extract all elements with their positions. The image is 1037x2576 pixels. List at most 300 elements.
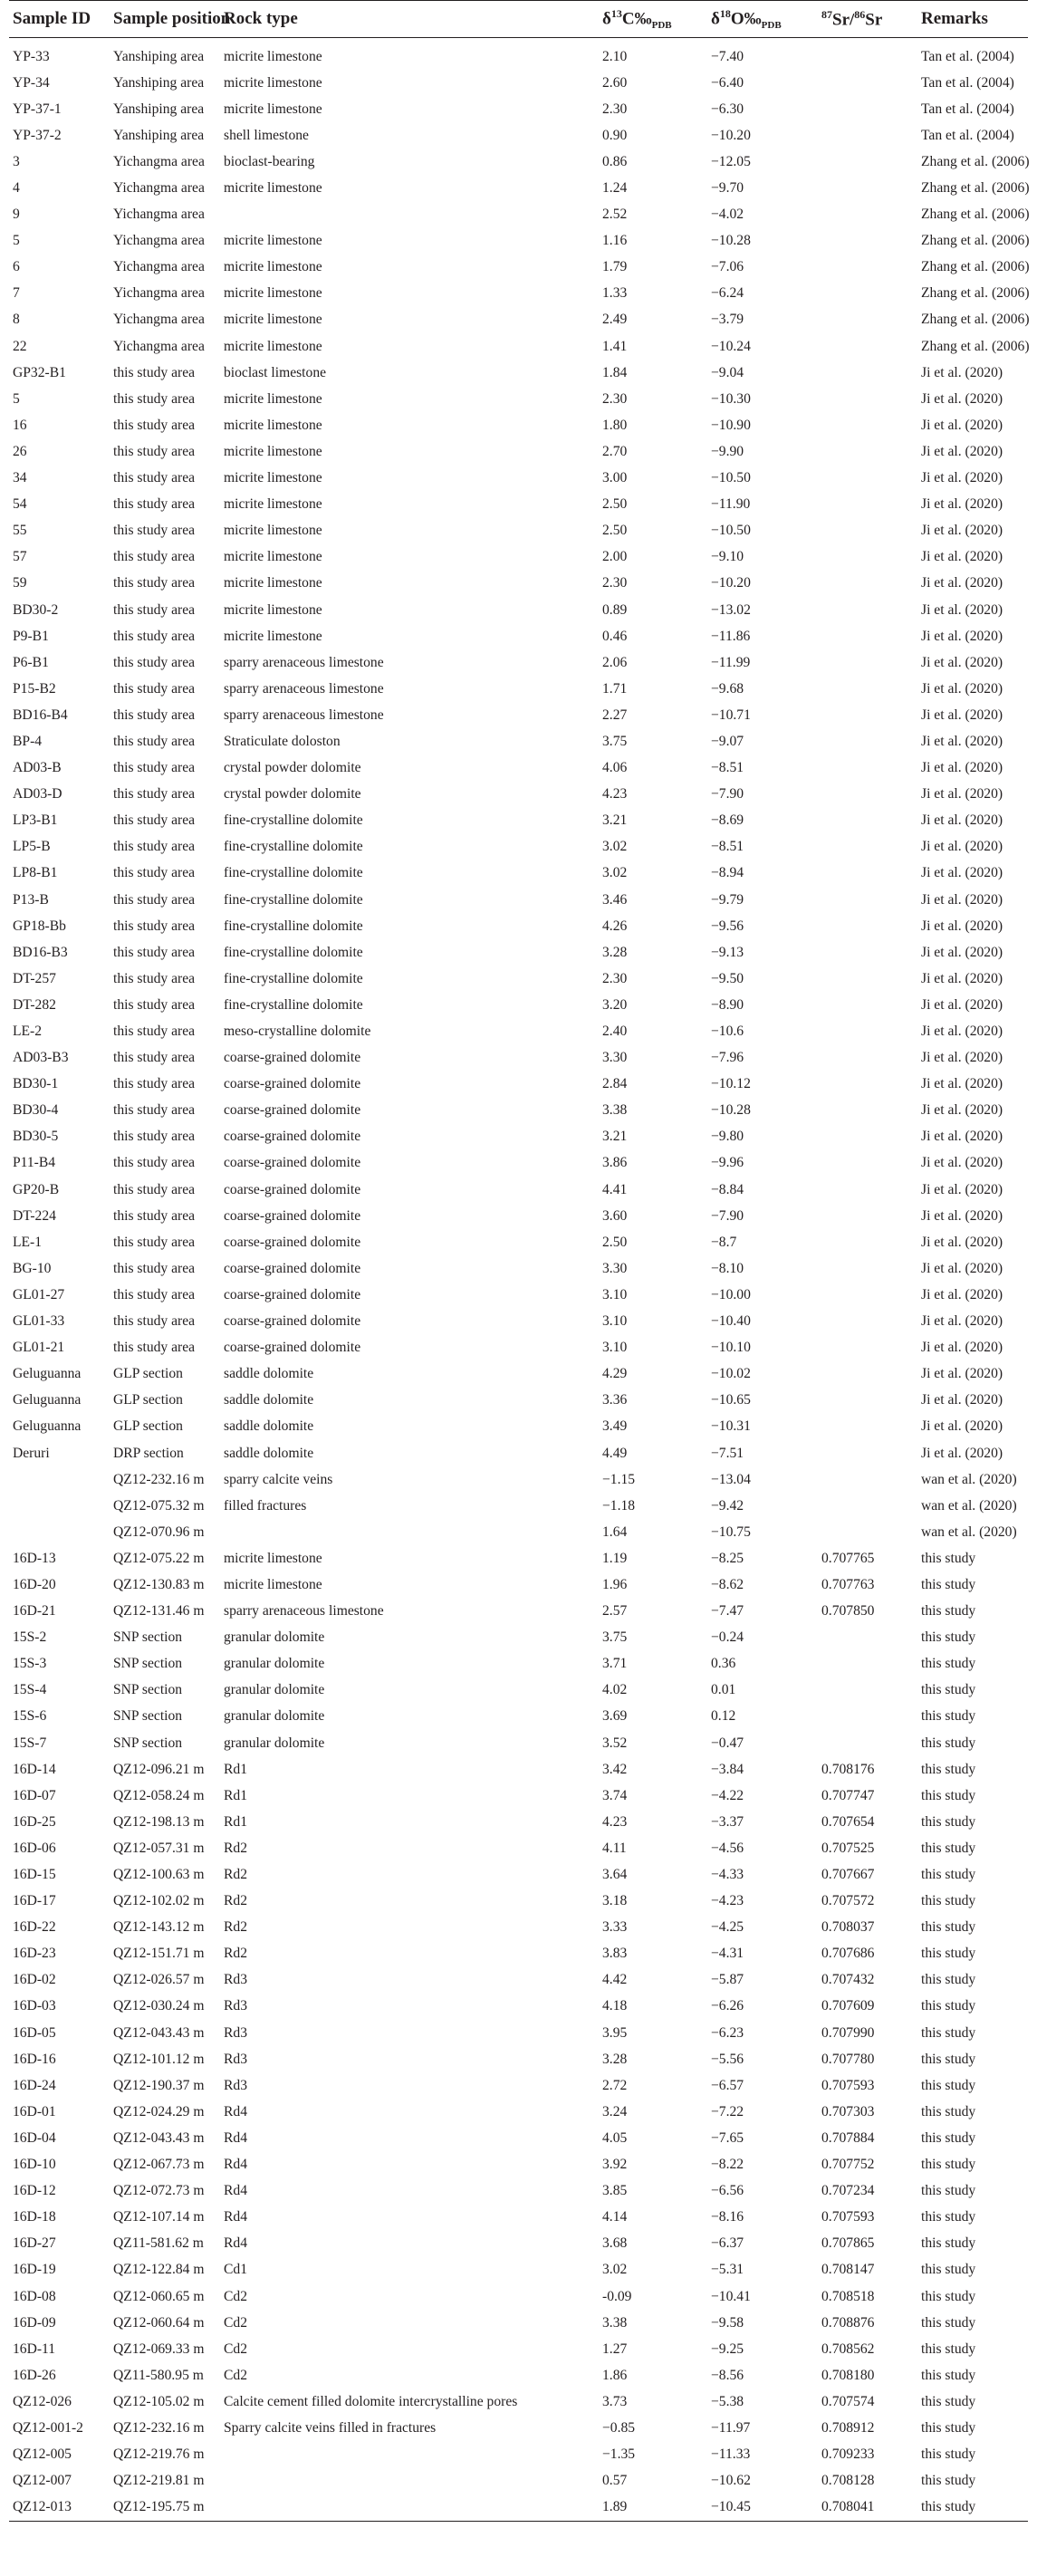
cell-sample-id: 15S-2 — [13, 1629, 47, 1646]
cell-d18o: −4.31 — [711, 1946, 744, 1962]
cell-sample-position: this study area — [113, 1260, 196, 1276]
cell-remarks: this study — [921, 1682, 976, 1698]
cell-remarks: Ji et al. (2020) — [921, 364, 1003, 380]
cell-d18o: −10.90 — [711, 417, 751, 433]
cell-rock-type: Rd4 — [224, 2235, 247, 2252]
cell-remarks: Ji et al. (2020) — [921, 891, 1003, 908]
cell-d13c: 3.64 — [602, 1867, 628, 1883]
cell-sample-position: QZ12-075.22 m — [113, 1550, 205, 1566]
table-row — [9, 1730, 1028, 1756]
cell-rock-type: coarse-grained dolomite — [224, 1129, 361, 1145]
cell-sample-id: 5 — [13, 233, 20, 249]
cell-d13c: −1.35 — [602, 2446, 636, 2463]
cell-remarks: Zhang et al. (2006) — [921, 259, 1030, 275]
cell-remarks: Ji et al. (2020) — [921, 654, 1003, 670]
cell-sample-position: this study area — [113, 1050, 196, 1066]
cell-sr-ratio — [818, 1335, 917, 1361]
cell-sample-position: Yichangma area — [113, 233, 205, 249]
cell-d18o: 0.01 — [711, 1682, 736, 1698]
table-row — [9, 438, 1028, 465]
cell-sample-position: this study area — [113, 523, 196, 539]
table-row — [9, 1072, 1028, 1098]
cell-sample-id: 16D-03 — [13, 1998, 56, 2014]
cell-d13c: 4.41 — [602, 1181, 628, 1197]
cell-d13c: 1.86 — [602, 2367, 628, 2383]
cell-remarks: this study — [921, 1919, 976, 1936]
cell-d18o: −10.40 — [711, 1313, 751, 1330]
cell-remarks: Ji et al. (2020) — [921, 1234, 1003, 1250]
cell-sample-position: this study area — [113, 1155, 196, 1171]
table-row — [9, 939, 1028, 966]
cell-d18o: −3.79 — [711, 312, 744, 328]
cell-remarks: this study — [921, 1787, 976, 1803]
cell-d13c: 2.27 — [602, 706, 628, 723]
cell-remarks: Zhang et al. (2006) — [921, 153, 1030, 169]
cell-d13c: 2.30 — [602, 970, 628, 986]
cell-rock-type: Rd3 — [224, 2077, 247, 2093]
cell-sample-id: 16 — [13, 417, 27, 433]
cell-sample-position: Yichangma area — [113, 312, 205, 328]
cell-remarks: Ji et al. (2020) — [921, 996, 1003, 1013]
table-row — [9, 1414, 1028, 1440]
cell-d13c: 2.50 — [602, 1234, 628, 1250]
cell-sample-id: 4 — [13, 180, 20, 197]
cell-sr-ratio — [818, 860, 917, 887]
cell-rock-type: Rd3 — [224, 2051, 247, 2067]
cell-d18o: −4.23 — [711, 1893, 744, 1909]
cell-sr-ratio — [818, 1072, 917, 1098]
table-row — [9, 1756, 1028, 1783]
cell-d18o: −10.31 — [711, 1418, 751, 1435]
cell-d13c: 0.90 — [602, 127, 628, 143]
cell-d13c: 3.38 — [602, 2314, 628, 2331]
cell-sample-id: YP-37-1 — [13, 101, 62, 117]
cell-sample-position: this study area — [113, 654, 196, 670]
cell-d13c: 2.50 — [602, 523, 628, 539]
table-row — [9, 2072, 1028, 2099]
cell-sr-ratio — [818, 202, 917, 228]
cell-d18o: −13.04 — [711, 1471, 751, 1487]
cell-d18o: −8.22 — [711, 2157, 744, 2173]
cell-d13c: 3.71 — [602, 1656, 628, 1672]
cell-rock-type: meso-crystalline dolomite — [224, 1024, 371, 1040]
cell-remarks: Ji et al. (2020) — [921, 786, 1003, 803]
cell-sample-position: QZ12-151.71 m — [113, 1946, 205, 1962]
cell-d18o: −5.38 — [711, 2393, 744, 2409]
cell-rock-type: Rd3 — [224, 1998, 247, 2014]
cell-d18o: −10.6 — [711, 1024, 744, 1040]
table-row — [9, 2336, 1028, 2362]
cell-sample-id: 16D-09 — [13, 2314, 56, 2331]
cell-sample-position: Yichangma area — [113, 207, 205, 223]
table-row — [9, 1941, 1028, 1967]
cell-sr-ratio — [818, 149, 917, 175]
table-row — [9, 228, 1028, 255]
cell-d13c: 4.02 — [602, 1682, 628, 1698]
cell-d18o: −4.25 — [711, 1919, 744, 1936]
cell-sample-id: 16D-02 — [13, 1972, 56, 1988]
header-d18o: $\delta^{18}O‰_{PDB}$ — [707, 1, 818, 38]
cell-d13c: 3.73 — [602, 2393, 628, 2409]
cell-d18o: −10.12 — [711, 1076, 751, 1092]
cell-d18o: −9.25 — [711, 2341, 744, 2357]
cell-d18o: −7.40 — [711, 48, 744, 64]
cell-remarks: Ji et al. (2020) — [921, 865, 1003, 881]
cell-sample-id: GP20-B — [13, 1181, 60, 1197]
cell-sample-position: this study area — [113, 918, 196, 934]
cell-remarks: this study — [921, 2393, 976, 2409]
cell-d13c: 3.30 — [602, 1050, 628, 1066]
cell-d18o: −11.97 — [711, 2419, 751, 2436]
cell-d18o: −9.50 — [711, 970, 744, 986]
cell-sr-ratio — [818, 939, 917, 966]
cell-sample-id: GP18-Bb — [13, 918, 66, 934]
cell-remarks: Ji et al. (2020) — [921, 496, 1003, 513]
cell-d18o: −10.75 — [711, 1523, 751, 1540]
cell-remarks: Ji et al. (2020) — [921, 1445, 1003, 1461]
table-row — [9, 2099, 1028, 2125]
cell-d13c: -0.09 — [602, 2288, 632, 2304]
cell-d18o: −6.40 — [711, 74, 744, 91]
cell-d18o: −10.20 — [711, 575, 751, 591]
cell-remarks: Zhang et al. (2006) — [921, 338, 1030, 354]
cell-d13c: −1.18 — [602, 1497, 636, 1514]
cell-rock-type: sparry arenaceous limestone — [224, 654, 384, 670]
cell-sample-position: QZ12-060.65 m — [113, 2288, 205, 2304]
cell-sample-position: this study area — [113, 1024, 196, 1040]
cell-rock-type: micrite limestone — [224, 101, 322, 117]
cell-d18o: −8.62 — [711, 1576, 744, 1592]
cell-d18o: −8.51 — [711, 760, 744, 776]
cell-remarks: this study — [921, 1708, 976, 1725]
cell-sample-position: QZ12-143.12 m — [113, 1919, 205, 1936]
table-row — [9, 1599, 1028, 1625]
cell-sr-ratio: 0.707884 — [821, 2129, 875, 2146]
cell-sample-position: this study area — [113, 996, 196, 1013]
cell-sample-id: 15S-4 — [13, 1682, 47, 1698]
cell-sample-id: Geluguanna — [13, 1366, 82, 1382]
cell-sample-position: SNP section — [113, 1629, 183, 1646]
cell-sr-ratio — [818, 1625, 917, 1651]
table-row — [9, 1229, 1028, 1255]
cell-rock-type: bioclast-bearing — [224, 153, 315, 169]
cell-sample-id: P6-B1 — [13, 654, 49, 670]
cell-d13c: 3.60 — [602, 1207, 628, 1224]
cell-sample-position: this study area — [113, 1286, 196, 1302]
cell-d13c: 3.95 — [602, 2024, 628, 2041]
table-row — [9, 913, 1028, 939]
cell-remarks: Ji et al. (2020) — [921, 944, 1003, 960]
cell-sr-ratio — [818, 281, 917, 307]
table-row — [9, 202, 1028, 228]
table-row — [9, 1572, 1028, 1598]
cell-d18o: −8.7 — [711, 1234, 737, 1250]
table-row — [9, 1203, 1028, 1229]
cell-d13c: 1.71 — [602, 680, 628, 697]
table-row — [9, 2362, 1028, 2389]
table-row — [9, 1177, 1028, 1203]
table-row — [9, 2205, 1028, 2231]
cell-sample-id: 16D-13 — [13, 1550, 56, 1566]
cell-remarks: this study — [921, 1603, 976, 1620]
cell-sr-ratio — [818, 887, 917, 913]
cell-d18o: −9.07 — [711, 733, 744, 749]
cell-sample-id: 3 — [13, 153, 20, 169]
table-row — [9, 2046, 1028, 2072]
cell-d13c: 3.28 — [602, 2051, 628, 2067]
cell-d18o: −11.33 — [711, 2446, 751, 2463]
cell-sample-position: this study area — [113, 865, 196, 881]
cell-sr-ratio — [818, 702, 917, 728]
cell-remarks: this study — [921, 2262, 976, 2278]
cell-remarks: this study — [921, 1972, 976, 1988]
cell-d18o: −10.65 — [711, 1392, 751, 1408]
cell-sample-id: 57 — [13, 549, 27, 565]
cell-d18o: −9.56 — [711, 918, 744, 934]
cell-remarks: Ji et al. (2020) — [921, 443, 1003, 459]
cell-sample-position: this study area — [113, 628, 196, 644]
cell-sr-ratio — [818, 649, 917, 676]
cell-rock-type: Calcite cement filled dolomite intercrystalline pores — [224, 2393, 518, 2409]
cell-sample-id: LP5-B — [13, 839, 51, 855]
cell-rock-type: saddle dolomite — [224, 1418, 314, 1435]
cell-sr-ratio — [818, 992, 917, 1018]
cell-sample-id: BD30-5 — [13, 1129, 59, 1145]
cell-sr-ratio — [818, 834, 917, 860]
cell-sr-ratio — [818, 755, 917, 782]
table-row — [9, 2415, 1028, 2441]
cell-sample-id: 16D-19 — [13, 2262, 56, 2278]
table-row — [9, 992, 1028, 1018]
cell-sample-position: QZ12-105.02 m — [113, 2393, 205, 2409]
cell-sample-id: BD16-B3 — [13, 944, 68, 960]
table-header — [9, 1, 1028, 38]
cell-remarks: Ji et al. (2020) — [921, 1392, 1003, 1408]
cell-sample-id: 8 — [13, 312, 20, 328]
cell-rock-type: coarse-grained dolomite — [224, 1050, 361, 1066]
cell-remarks: this study — [921, 1946, 976, 1962]
cell-remarks: this study — [921, 1998, 976, 2014]
cell-sr-ratio — [818, 966, 917, 992]
cell-rock-type — [220, 202, 599, 228]
table-row — [9, 70, 1028, 96]
cell-sr-ratio — [818, 1203, 917, 1229]
table-row — [9, 2152, 1028, 2178]
cell-d18o: −10.62 — [711, 2473, 751, 2489]
cell-d18o: −10.00 — [711, 1286, 751, 1302]
cell-d18o: −6.26 — [711, 1998, 744, 2014]
cell-d13c: 1.79 — [602, 259, 628, 275]
cell-rock-type: Cd2 — [224, 2367, 247, 2383]
cell-sample-position: QZ12-026.57 m — [113, 1972, 205, 1988]
cell-sample-id: YP-34 — [13, 74, 50, 91]
cell-d18o: −9.58 — [711, 2314, 744, 2331]
cell-sr-ratio: 0.708562 — [821, 2341, 875, 2357]
cell-rock-type: granular dolomite — [224, 1735, 325, 1751]
cell-d13c: 4.23 — [602, 786, 628, 803]
cell-remarks: Ji et al. (2020) — [921, 575, 1003, 591]
cell-sample-position: QZ12-057.31 m — [113, 1840, 205, 1856]
cell-d18o: −9.80 — [711, 1129, 744, 1145]
cell-sample-position: QZ12-190.37 m — [113, 2077, 205, 2093]
cell-sample-id: QZ12-007 — [13, 2473, 72, 2489]
table-row — [9, 1335, 1028, 1361]
cell-d18o: −10.41 — [711, 2288, 751, 2304]
cell-sample-id: 16D-08 — [13, 2288, 56, 2304]
cell-d13c: 3.85 — [602, 2183, 628, 2199]
cell-sr-ratio — [818, 255, 917, 281]
cell-d18o: −7.06 — [711, 259, 744, 275]
cell-sample-id: 16D-25 — [13, 1813, 56, 1830]
cell-sr-ratio — [818, 96, 917, 122]
cell-d18o: −4.33 — [711, 1867, 744, 1883]
cell-sr-ratio — [818, 1045, 917, 1072]
cell-rock-type: coarse-grained dolomite — [224, 1340, 361, 1356]
cell-sample-id: 16D-12 — [13, 2183, 56, 2199]
cell-sample-position: QZ12-069.33 m — [113, 2341, 205, 2357]
cell-d13c: 3.69 — [602, 1708, 628, 1725]
cell-rock-type: micrite limestone — [224, 233, 322, 249]
cell-sr-ratio: 0.708147 — [821, 2262, 875, 2278]
cell-sample-position: QZ12-072.73 m — [113, 2183, 205, 2199]
cell-sample-id: GL01-21 — [13, 1340, 65, 1356]
cell-sample-position: QZ12-100.63 m — [113, 1867, 205, 1883]
cell-sample-id: LP8-B1 — [13, 865, 58, 881]
cell-sample-position: QZ12-195.75 m — [110, 2494, 220, 2522]
cell-d18o: −10.71 — [711, 706, 751, 723]
cell-d18o: −8.84 — [711, 1181, 744, 1197]
cell-remarks: this study — [921, 1893, 976, 1909]
cell-sample-id: 16D-15 — [13, 1867, 56, 1883]
cell-sr-ratio: 0.707654 — [821, 1813, 875, 1830]
cell-sr-ratio — [818, 1150, 917, 1177]
cell-rock-type: coarse-grained dolomite — [224, 1181, 361, 1197]
cell-d13c: 1.33 — [602, 285, 628, 302]
cell-d18o: −7.96 — [711, 1050, 744, 1066]
cell-d18o: −8.69 — [711, 812, 744, 829]
cell-d18o: −9.90 — [711, 443, 744, 459]
cell-sample-position: QZ11-580.95 m — [113, 2367, 204, 2383]
cell-d13c: 0.57 — [602, 2473, 628, 2489]
cell-sample-position: this study area — [113, 575, 196, 591]
cell-d18o: −7.90 — [711, 786, 744, 803]
cell-sr-ratio: 0.707850 — [821, 1603, 875, 1620]
cell-d13c: 3.10 — [602, 1340, 628, 1356]
header-sample-id: Sample ID — [9, 1, 110, 38]
header-sr-ratio: $^{87}$Sr/$^{86}$Sr — [818, 1, 917, 38]
cell-d13c: 3.21 — [602, 812, 628, 829]
cell-sr-ratio — [818, 1440, 917, 1466]
table-row — [9, 412, 1028, 438]
cell-sample-id: 16D-26 — [13, 2367, 56, 2383]
cell-d13c: 3.83 — [602, 1946, 628, 1962]
cell-d18o: −10.20 — [711, 127, 751, 143]
cell-sample-id: GP32-B1 — [13, 364, 66, 380]
cell-remarks: this study — [921, 1735, 976, 1751]
cell-rock-type: coarse-grained dolomite — [224, 1260, 361, 1276]
cell-d13c: 2.00 — [602, 549, 628, 565]
cell-rock-type: granular dolomite — [224, 1682, 325, 1698]
table-row — [9, 492, 1028, 518]
cell-sr-ratio: 0.707234 — [821, 2183, 875, 2199]
cell-sample-position: GLP section — [113, 1392, 183, 1408]
cell-d13c: 3.42 — [602, 1761, 628, 1777]
cell-sr-ratio: 0.707865 — [821, 2235, 875, 2252]
cell-remarks: Ji et al. (2020) — [921, 1155, 1003, 1171]
cell-sample-position: this study area — [113, 970, 196, 986]
cell-sample-position: QZ12-232.16 m — [113, 2419, 205, 2436]
cell-sample-position: this study area — [113, 1234, 196, 1250]
cell-rock-type — [220, 1519, 599, 1545]
cell-rock-type: saddle dolomite — [224, 1445, 314, 1461]
table-row — [9, 175, 1028, 201]
cell-rock-type: granular dolomite — [224, 1656, 325, 1672]
cell-sample-id: YP-37-2 — [13, 127, 62, 143]
cell-d18o: −9.13 — [711, 944, 744, 960]
cell-d13c: 1.16 — [602, 233, 628, 249]
table-row — [9, 1309, 1028, 1335]
cell-d13c: 2.06 — [602, 654, 628, 670]
cell-sr-ratio — [818, 122, 917, 149]
cell-sr-ratio — [818, 360, 917, 386]
cell-sample-position: SNP section — [113, 1735, 183, 1751]
cell-sample-id — [9, 1466, 110, 1493]
cell-d13c: 3.21 — [602, 1129, 628, 1145]
cell-sr-ratio — [818, 518, 917, 544]
cell-d18o: −0.47 — [711, 1735, 744, 1751]
cell-sr-ratio — [818, 1255, 917, 1282]
cell-d18o: −11.90 — [711, 496, 751, 513]
cell-rock-type: Cd1 — [224, 2262, 247, 2278]
table-row — [9, 333, 1028, 360]
cell-rock-type: micrite limestone — [224, 575, 322, 591]
table-row — [9, 1967, 1028, 1994]
cell-d18o: −11.99 — [711, 654, 751, 670]
cell-d13c: −0.85 — [602, 2419, 636, 2436]
cell-sample-position: QZ12-130.83 m — [113, 1576, 205, 1592]
cell-sample-id: 16D-17 — [13, 1893, 56, 1909]
cell-remarks: this study — [917, 2494, 1028, 2522]
cell-rock-type: coarse-grained dolomite — [224, 1102, 361, 1119]
cell-remarks: Ji et al. (2020) — [921, 1050, 1003, 1066]
cell-sample-id: LE-2 — [13, 1024, 43, 1040]
cell-rock-type: coarse-grained dolomite — [224, 1076, 361, 1092]
cell-sample-position: Yichangma area — [113, 153, 205, 169]
cell-remarks: Ji et al. (2020) — [921, 549, 1003, 565]
table-row — [9, 834, 1028, 860]
cell-sample-position: QZ12-102.02 m — [113, 1893, 205, 1909]
table-row — [9, 2257, 1028, 2283]
cell-sr-ratio: 0.707609 — [821, 1998, 875, 2014]
cell-sr-ratio: 0.707593 — [821, 2209, 875, 2225]
cell-rock-type: Rd1 — [224, 1813, 247, 1830]
cell-remarks: this study — [921, 2157, 976, 2173]
cell-sample-position: this study area — [113, 680, 196, 697]
cell-rock-type: Rd3 — [224, 2024, 247, 2041]
cell-rock-type: fine-crystalline dolomite — [224, 839, 363, 855]
cell-d13c: 1.27 — [602, 2341, 628, 2357]
cell-sample-id: QZ12-026 — [13, 2393, 72, 2409]
cell-sample-position: QZ12-058.24 m — [113, 1787, 205, 1803]
cell-d13c: −1.15 — [602, 1471, 636, 1487]
cell-sample-position: this study area — [113, 1102, 196, 1119]
cell-sample-id: 7 — [13, 285, 20, 302]
cell-d13c: 2.49 — [602, 312, 628, 328]
cell-d18o: −9.42 — [711, 1497, 744, 1514]
cell-rock-type: coarse-grained dolomite — [224, 1286, 361, 1302]
table-row — [9, 887, 1028, 913]
cell-d13c: 0.89 — [602, 601, 628, 618]
